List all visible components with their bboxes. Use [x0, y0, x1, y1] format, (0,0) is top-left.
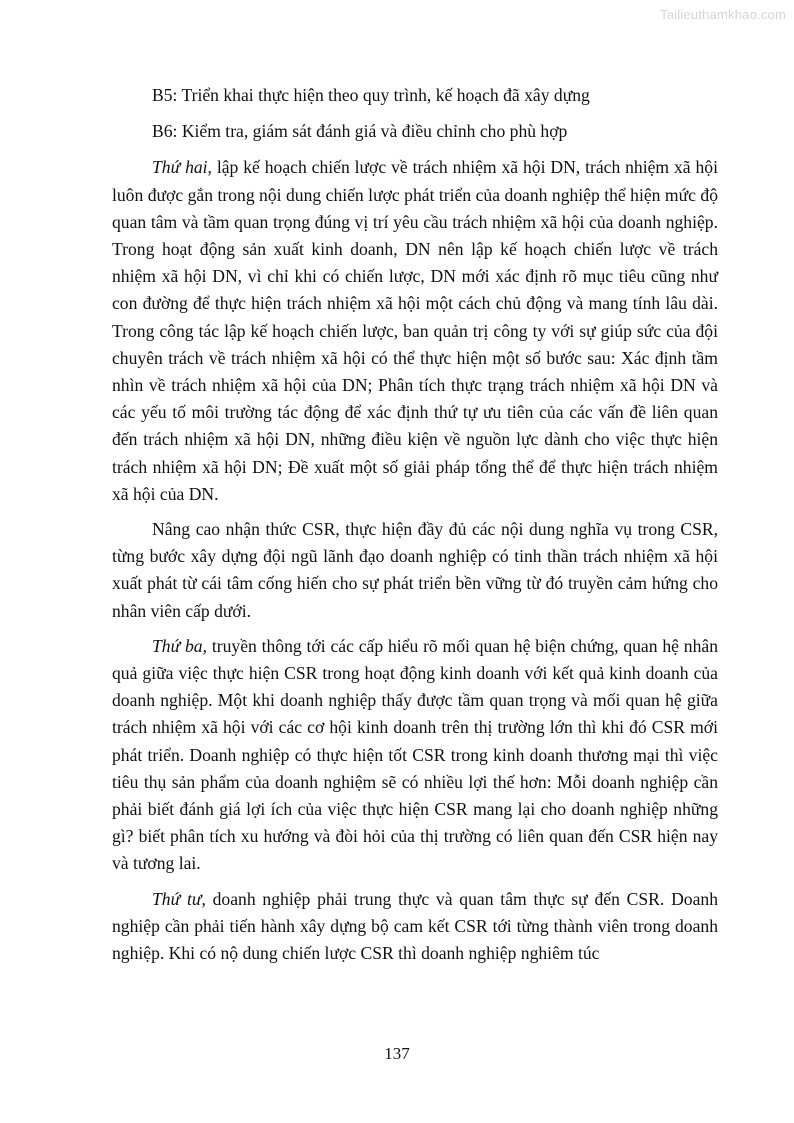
step-b6: B6: Kiểm tra, giám sát đánh giá và điều chỉnh cho phù hợp — [152, 121, 568, 142]
page-body — [112, 82, 718, 975]
paragraph-lead: Thứ tư — [152, 888, 202, 909]
paragraph-text: lập kế hoạch chiến lược về trách nhiệm xã hội DN, trách nhiệm xã hội luôn được gắn trong nội dung chiến lược phát triển của doanh nghiệp thể hiện mức độ quan tâm và tầm quan trọng đúng vị trí yêu cầu trách nhiệm xã hội của doanh nghiệp. Trong hoạt động sản xuất kinh doanh, DN nên lập kế hoạch chiến lược về trách nhiệm xã hội DN, vì chỉ khi có chiến lược, DN mới xác định rõ mục tiêu cũng như con đường để thực hiện trách nhiệm xã hội một cách chủ động và mang tính lâu dài. Trong công tác lập kế hoạch chiến lược, ban quản trị công ty với sự giúp sức của đội chuyên trách về trách nhiệm xã hội có thể thực hiện một số bước sau: Xác định tầm nhìn về trách nhiệm xã hội của DN; Phân tích thực trạng trách nhiệm xã hội DN và các yếu tố môi trường tác động để xác định thứ tự ưu tiên của các vấn đề liên quan đến trách nhiệm xã hội DN, những điều kiện về nguồn lực dành cho việc thực hiện trách nhiệm xã hội DN; Đề xuất một số giải pháp tổng thể để thực hiện trách nhiệm xã hội của DN. — [112, 157, 718, 504]
paragraph-text: , doanh nghiệp phải trung thực và quan tâm thực sự đến CSR. Doanh nghiệp cần phải tiến hành xây dựng bộ cam kết CSR tới từng thành viên trong doanh nghiệp. Khi có nộ dung chiến lược CSR thì doanh nghiệp nghiêm túc — [112, 888, 718, 964]
step-b5: B5: Triển khai thực hiện theo quy trình, kế hoạch đã xây dựng — [152, 85, 590, 105]
paragraph-thu-ba — [112, 633, 718, 878]
paragraph-text: Nâng cao nhận thức CSR, thực hiện đầy đủ các nội dung nghĩa vụ trong CSR, từng bước xây dựng đội ngũ lãnh đạo doanh nghiệp có tinh thần trách nhiệm xã hội xuất phát từ cái tâm cống hiến cho sự phát triển bền vững từ đó truyền cảm hứng cho nhân viên cấp dưới. — [112, 519, 718, 621]
paragraph-thu-hai — [112, 154, 718, 508]
paragraph-lead: Thứ hai, — [152, 157, 212, 178]
paragraph-text: truyền thông tới các cấp hiểu rõ mối quan hệ biện chứng, quan hệ nhân quả giữa việc thực hiện CSR trong hoạt động kinh doanh với kết quả kinh doanh của doanh nghiệp. Một khi doanh nghiệp thấy được tầm quan trọng và mối quan hệ giữa trách nhiệm xã hội với các cơ hội kinh doanh trên thị trường lớn thì khi đó CSR mới phát triển. Doanh nghiệp có thực hiện tốt CSR trong kinh doanh thương mại thì việc tiêu thụ sản phẩm của doanh nghiệm sẽ có nhiều lợi thế hơn: Mỗi doanh nghiệp cần phải biết đánh giá lợi ích của việc thực hiện CSR mang lại cho doanh nghiệp những gì? biết phân tích xu hướng và đòi hỏi của thị trường có liên quan đến CSR hiện nay và tương lai. — [112, 635, 718, 874]
watermark: Tailieuthamkhao.com — [660, 7, 786, 22]
paragraph-lead: Thứ ba, — [152, 635, 208, 656]
paragraph-thu-tu — [112, 886, 718, 968]
paragraph-nang-cao — [112, 516, 718, 625]
page-number: 137 — [384, 1044, 410, 1063]
